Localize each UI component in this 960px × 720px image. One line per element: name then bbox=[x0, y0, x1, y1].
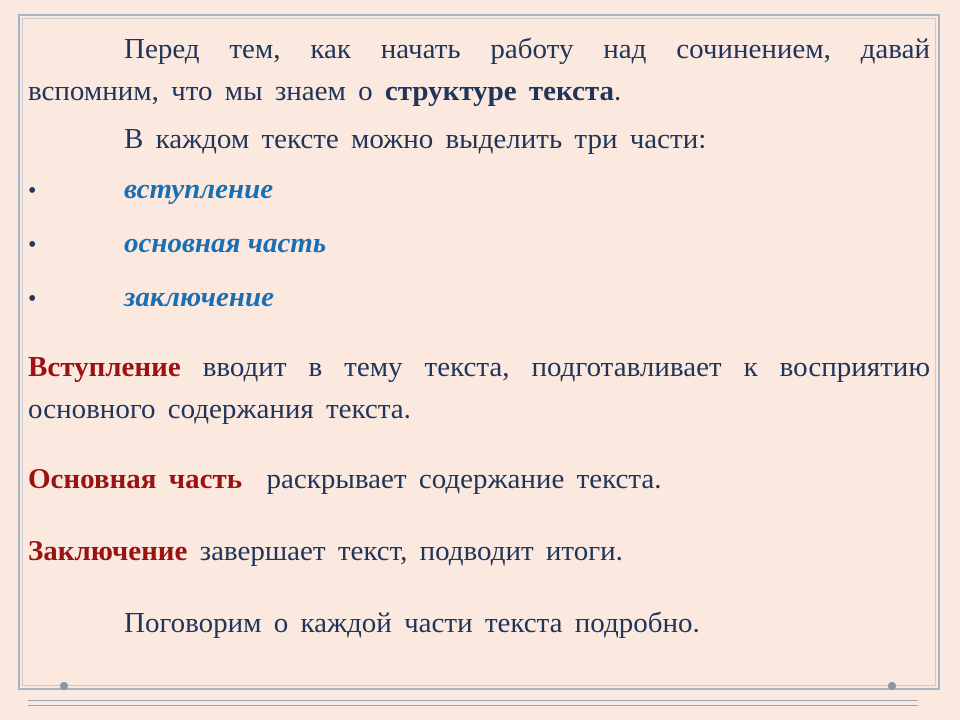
bullet-item bbox=[28, 162, 930, 216]
closing-paragraph: Поговорим о каждой части текста подробно. bbox=[124, 607, 700, 639]
bullet-item bbox=[28, 270, 930, 324]
bullet-icon: • bbox=[28, 178, 37, 204]
bottom-rule bbox=[28, 700, 918, 701]
bottom-rule-2 bbox=[28, 705, 918, 706]
definition-conclusion bbox=[28, 530, 930, 572]
intro-text: Перед тем, как начать работу над сочинением, давай вспомним, что мы знаем о bbox=[28, 33, 930, 107]
definition-main bbox=[28, 458, 930, 500]
corner-dot-right bbox=[888, 682, 896, 690]
definition-term: Вступление bbox=[28, 351, 181, 383]
bullet-item bbox=[28, 216, 930, 270]
definition-text: раскрывает содержание текста. bbox=[242, 463, 662, 495]
intro-paragraph bbox=[28, 28, 930, 112]
slide-content bbox=[28, 28, 930, 644]
bullet-text: основная часть bbox=[124, 227, 327, 259]
bullet-icon: • bbox=[28, 232, 37, 258]
three-parts-paragraph: В каждом тексте можно выделить три части: bbox=[124, 123, 707, 155]
definition-term: Заключение bbox=[28, 535, 188, 567]
bullet-list bbox=[28, 162, 930, 324]
bullet-icon: • bbox=[28, 286, 37, 312]
definition-term: Основная часть bbox=[28, 463, 243, 495]
definition-text: завершает текст, подводит итоги. bbox=[187, 535, 623, 567]
definition-text: вводит в тему текста, подготавливает к восприятию основного содержания текста. bbox=[28, 351, 930, 425]
intro-end: . bbox=[614, 75, 622, 107]
definition-intro bbox=[28, 346, 930, 430]
corner-dot-left bbox=[60, 682, 68, 690]
bullet-text: заключение bbox=[124, 281, 274, 313]
intro-bold: структуре текста bbox=[384, 75, 615, 107]
bullet-text: вступление bbox=[124, 173, 274, 205]
